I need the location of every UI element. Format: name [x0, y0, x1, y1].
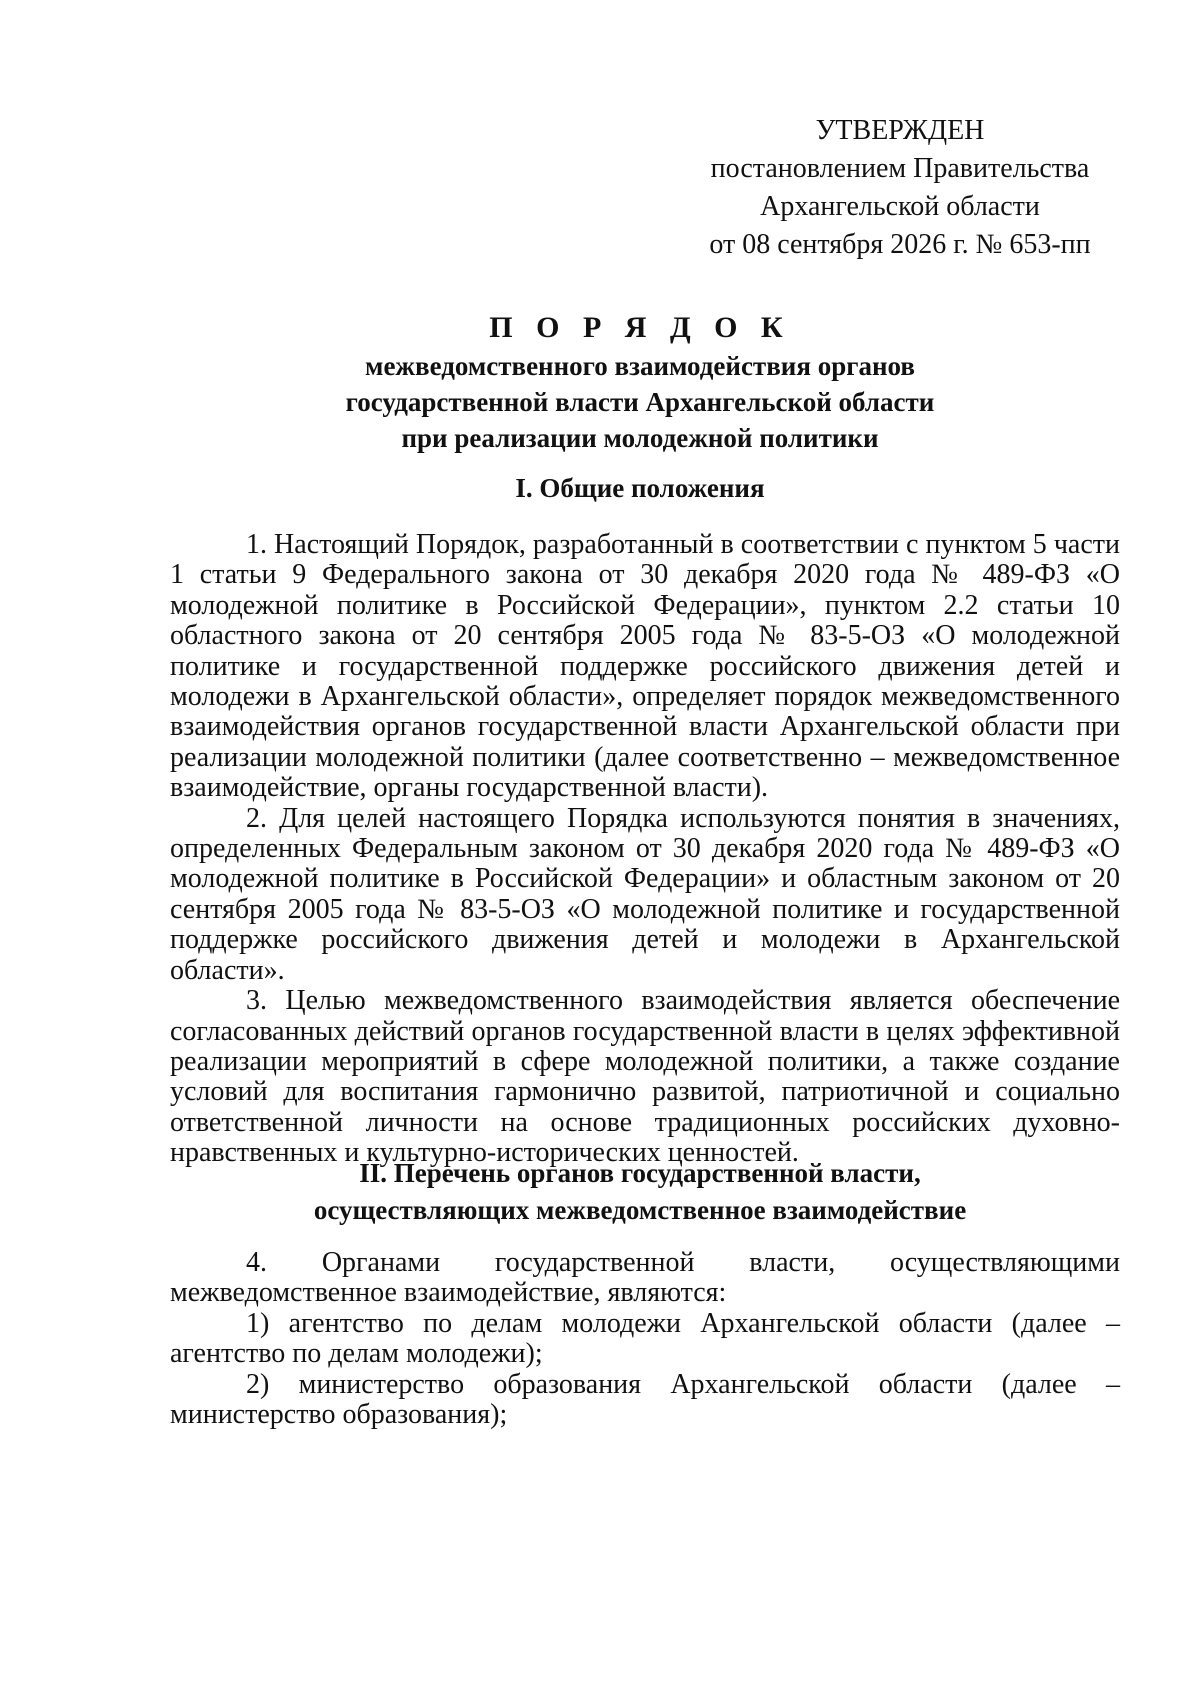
section-1-heading: [160, 470, 1120, 507]
title-line-2: государственной власти Архангельской области: [345, 387, 935, 417]
section-2-body: [170, 1248, 1120, 1430]
paragraph-3: 3. Целью межведомственного взаимодействия является обеспечение согласованных действий органов государственной власти в целях эффективной реализации мероприятий в сфере молодежной политики, а также создание условий для воспитания гармонично развитой, патриотичной и социально ответственной личности на основе традиционных российских духовно-нравственных и культурно-исторических ценностей.: [170, 985, 1120, 1169]
list-item-2: 2) министерство образования Архангельской области (далее – министерство образования);: [170, 1368, 1120, 1431]
approval-stamp: [690, 112, 1110, 264]
document-title: [160, 308, 1120, 456]
title-line-3: при реализации молодежной политики: [401, 423, 879, 453]
approval-date-number: от 08 сентября 2026 г. № 653-пп: [709, 229, 1091, 260]
section-2-heading: [160, 1155, 1120, 1229]
section-2-heading-line-1: II. Перечень органов государственной власти,: [359, 1158, 921, 1188]
title-line-1: межведомственного взаимодействия органов: [365, 351, 915, 381]
approval-region: Архангельской области: [760, 191, 1040, 222]
approval-title: УТВЕРЖДЕН: [815, 115, 985, 146]
title-word: П О Р Я Д О К: [489, 311, 791, 344]
paragraph-4: 4. Органами государственной власти, осуществляющими межведомственное взаимодействие, являются:: [170, 1247, 1120, 1309]
approval-decree: постановлением Правительства: [710, 153, 1090, 184]
paragraph-2: 2. Для целей настоящего Порядка используются понятия в значениях, определенных Федеральным законом от 30 декабря 2020 года № 489-ФЗ «О молодежной политике в Российской Федерации» и областным законом от 20 сентября 2005 года № 83-5-ОЗ «О молодежной политике и государственной поддержке российского движения детей и молодежи в Архангельской области».: [170, 802, 1120, 986]
list-item-1: 1) агентство по делам молодежи Архангельской области (далее – агентство по делам молодежи);: [170, 1307, 1120, 1370]
section-1-body: [170, 530, 1120, 1169]
section-1-heading-text: I. Общие положения: [515, 473, 765, 503]
paragraph-1: 1. Настоящий Порядок, разработанный в соответствии с пунктом 5 части 1 статьи 9 Федерального закона от 30 декабря 2020 года № 489-ФЗ «О молодежной политике в Российской Федерации», пунктом 2.2 статьи 10 областного закона от 20 сентября 2005 года № 83-5-ОЗ «О молодежной политике и государственной поддержке российского движения детей и молодежи в Архангельской области», определяет порядок межведомственного взаимодействия органов государственной власти Архангельской области при реализации молодежной политики (далее соответственно – межведомственное взаимодействие, органы государственной власти).: [170, 529, 1120, 804]
section-2-heading-line-2: осуществляющих межведомственное взаимодействие: [313, 1195, 967, 1225]
